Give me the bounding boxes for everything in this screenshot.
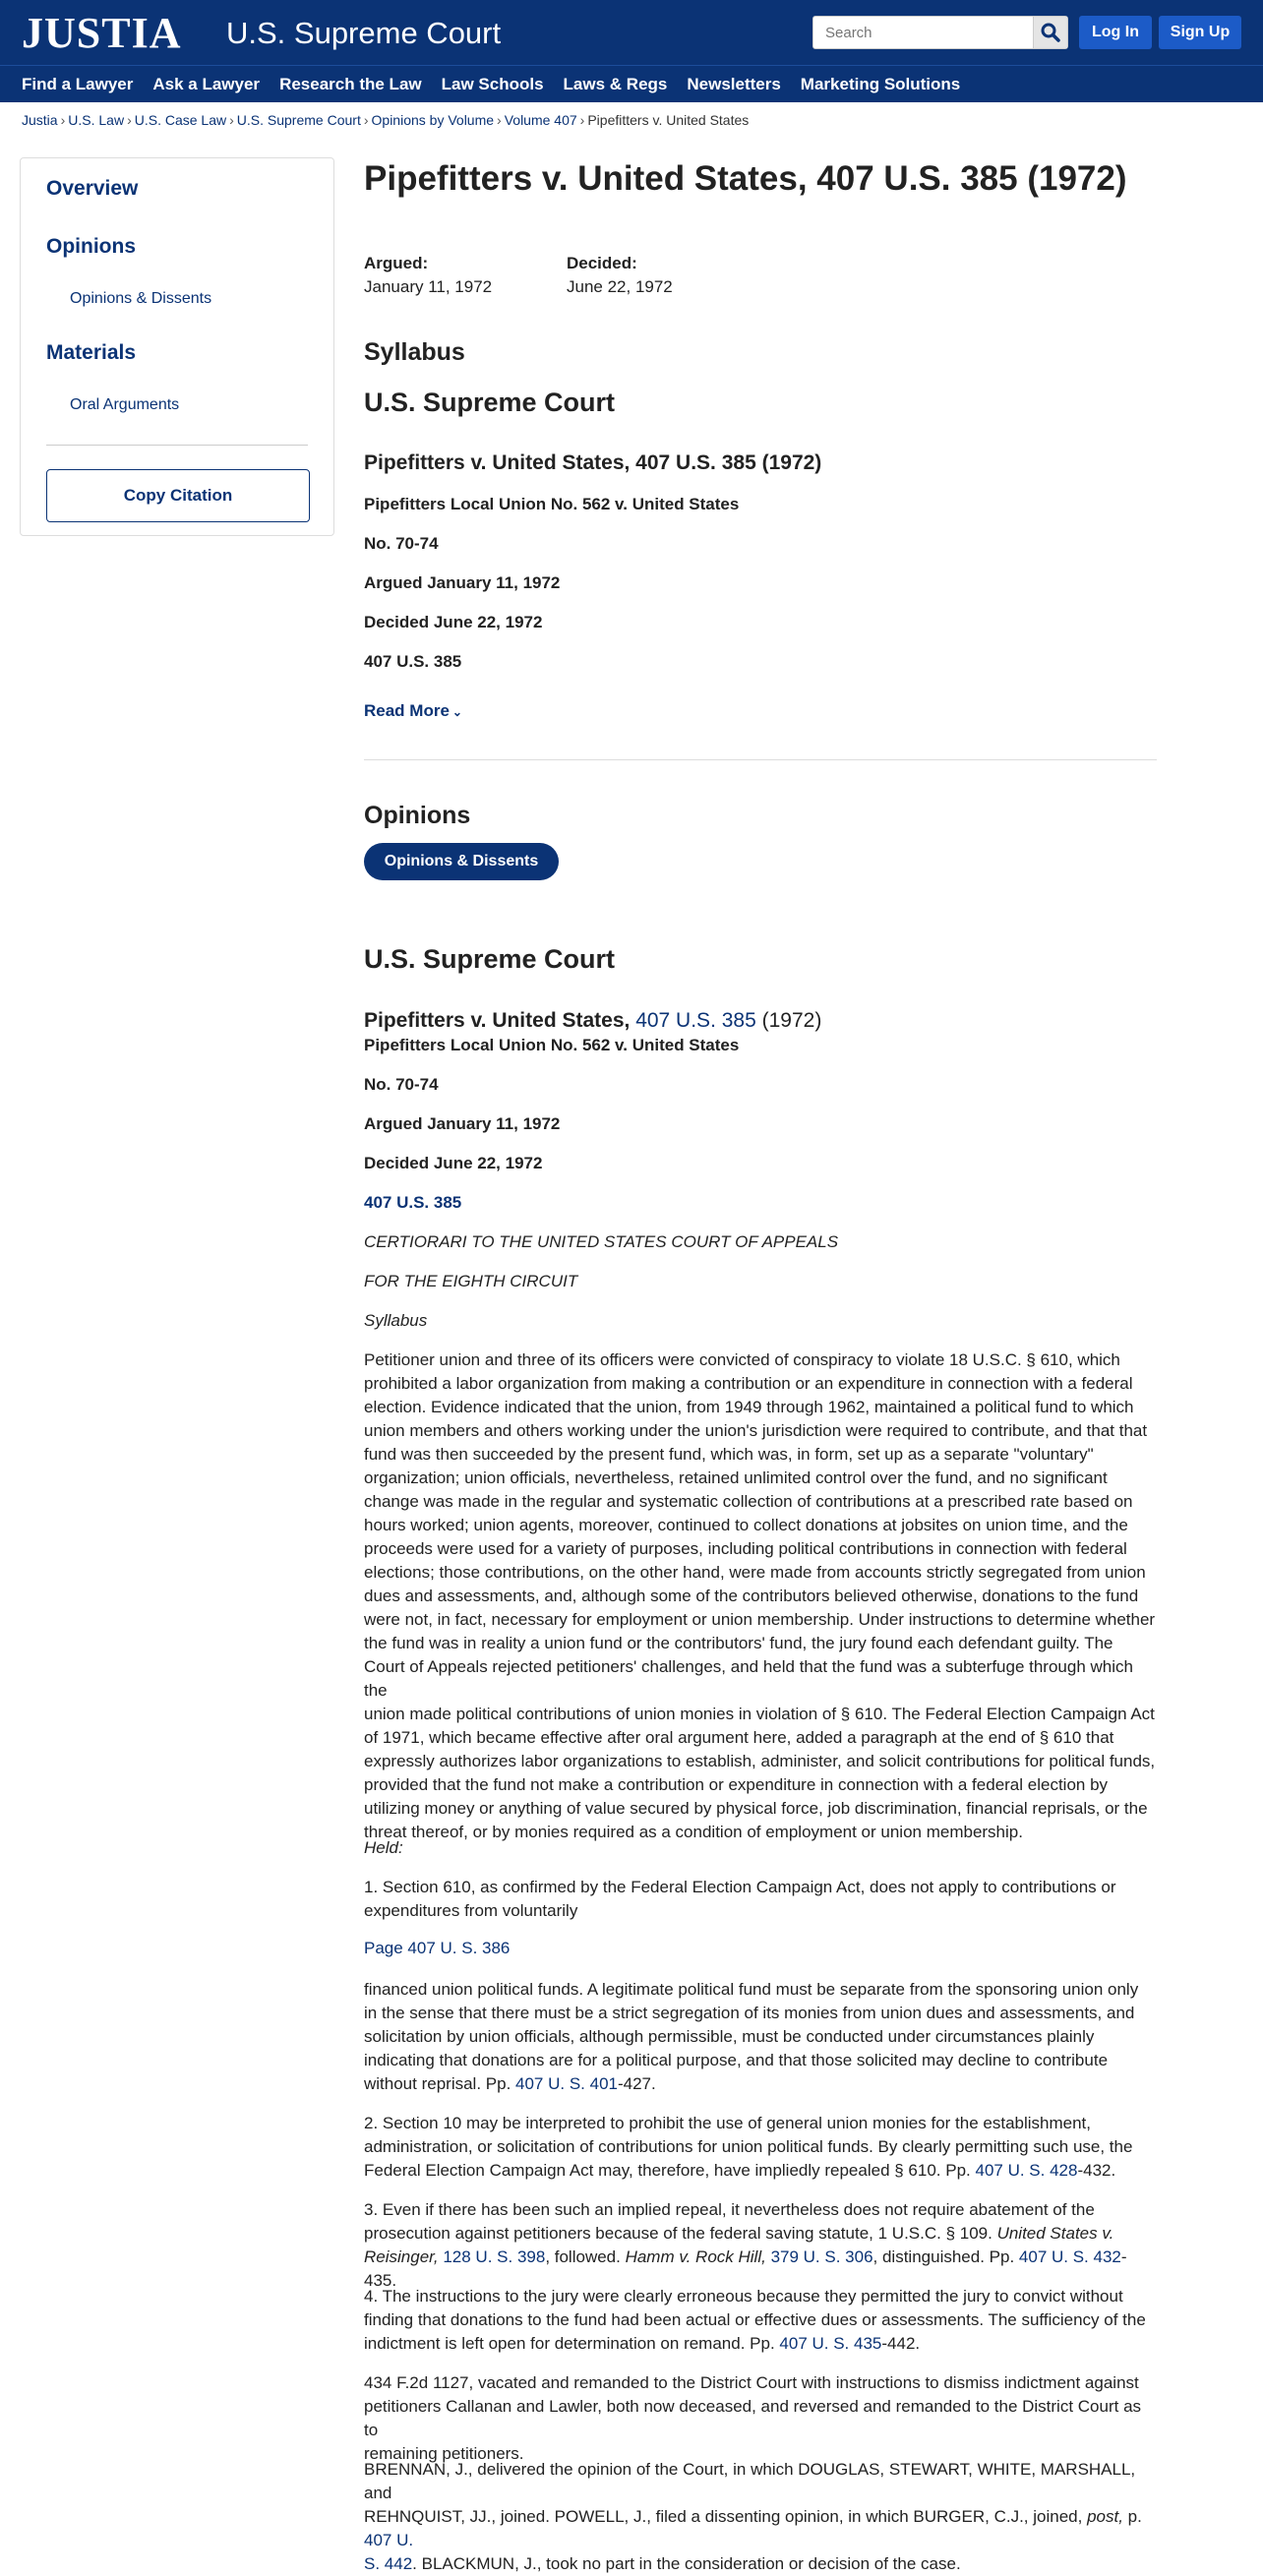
held-line: [364, 2222, 1157, 2246]
held-1-paragraph: [364, 1876, 1157, 1923]
held-label: Held:: [364, 1838, 403, 1857]
opinions-heading: Opinions: [364, 802, 471, 829]
cite-link-442-cont[interactable]: S. 442: [364, 2554, 413, 2573]
text-fragment: , distinguished. Pp.: [872, 2247, 1019, 2266]
held-line: 2. Section 10 may be interpreted to prohibit the use of general union monies for the establishment,: [364, 2114, 1092, 2132]
argued-label: Argued:: [364, 254, 429, 272]
held-line: finding that donations to the fund had been actual or effective dues or assessments. The sufficiency of the: [364, 2310, 1146, 2329]
summary-line: hours worked; union agents, moreover, continued to collect donations at jobsites on union time, and the: [364, 1516, 1128, 1534]
held-line: expenditures from voluntarily: [364, 1901, 578, 1920]
text-fragment: prosecution against petitioners because of the federal saving statute, 1 U.S.C. § 109.: [364, 2224, 997, 2243]
case-title-prefix: Pipefitters v. United States,: [364, 1009, 636, 1032]
page-title: Pipefitters v. United States, 407 U.S. 385 (1972): [364, 159, 1127, 198]
breadcrumb-justia[interactable]: Justia: [22, 112, 58, 128]
held-line: in the sense that there must be a strict segregation of its monies from union dues and assessments, and: [364, 2004, 1135, 2022]
cite-link-128[interactable]: 128 U. S. 398: [443, 2247, 546, 2266]
held-line: [364, 2332, 1157, 2356]
summary-line: of 1971, which became effective after oral argument here, added a paragraph at the end of § 610 that: [364, 1728, 1114, 1747]
breadcrumb-opinions-by-volume[interactable]: Opinions by Volume: [371, 112, 495, 128]
held-line: [364, 2159, 1157, 2183]
disposition-paragraph: [364, 2371, 1157, 2466]
opinion-argued: Argued January 11, 1972: [364, 1114, 561, 1133]
page-386-link[interactable]: Page 407 U. S. 386: [364, 1939, 511, 1957]
summary-line: threat thereof, or by monies required as a condition of employment or union membership.: [364, 1823, 1023, 1841]
search-icon: [1041, 23, 1060, 42]
summary-line: were not, in fact, necessary for employment or union membership. Under instructions to determine whether: [364, 1610, 1156, 1629]
breadcrumb-us-law[interactable]: U.S. Law: [68, 112, 125, 128]
summary-line: fund was then succeeded by the present fund, which was, in form, set up as a separate "voluntary": [364, 1445, 1094, 1464]
cite-link-442[interactable]: 407 U.: [364, 2531, 414, 2549]
cite-link-379[interactable]: 379 U. S. 306: [770, 2247, 873, 2266]
login-button[interactable]: Log In: [1079, 16, 1152, 49]
cite-link-401[interactable]: 407 U. S. 401: [515, 2074, 618, 2093]
authors-line: [364, 2505, 1157, 2552]
disposition-line: petitioners Callanan and Lawler, both now deceased, and reversed and remanded to the District Court as to: [364, 2397, 1142, 2439]
opinions-dissents-pill[interactable]: Opinions & Dissents: [364, 843, 559, 880]
sidebar-item-opinions[interactable]: Opinions: [46, 235, 136, 258]
text-fragment: -432.: [1077, 2161, 1116, 2180]
authors-line: BRENNAN, J., delivered the opinion of the Court, in which DOUGLAS, STEWART, WHITE, MARSHALL, and: [364, 2460, 1136, 2502]
held-line: indicating that donations are for a political purpose, and that those solicited may decline to contribute: [364, 2051, 1109, 2069]
held-4-paragraph: [364, 2285, 1157, 2356]
decided-date: June 22, 1972: [567, 277, 673, 296]
held-1b-paragraph: [364, 1978, 1157, 2096]
opinion-case-title: [364, 1009, 821, 1033]
opinion-court: U.S. Supreme Court: [364, 944, 616, 974]
sidebar-divider: [46, 445, 308, 446]
syllabus-label: Syllabus: [364, 1311, 428, 1330]
circuit-line: FOR THE EIGHTH CIRCUIT: [364, 1272, 578, 1290]
section-divider: [364, 759, 1157, 760]
summary-line: the fund was in reality a union fund or the contributors' fund, the jury found each defendant guilty. The: [364, 1634, 1113, 1652]
opinion-citation-link[interactable]: 407 U.S. 385: [364, 1193, 462, 1212]
text-fragment: Federal Election Campaign Act may, therefore, have impliedly repealed § 610. Pp.: [364, 2161, 976, 2180]
cite-link-428[interactable]: 407 U. S. 428: [975, 2161, 1078, 2180]
case-name: Hamm v. Rock Hill,: [625, 2247, 766, 2266]
read-more-link[interactable]: [364, 701, 462, 721]
summary-line: organization; union officials, nevertheless, retained unlimited control over the fund, and no significant: [364, 1468, 1108, 1487]
nav-laws-regs[interactable]: Laws & Regs: [563, 74, 668, 93]
held-3-paragraph: [364, 2198, 1157, 2293]
case-cite-link[interactable]: 407 U.S. 385: [635, 1009, 756, 1032]
authors-paragraph: [364, 2458, 1157, 2576]
summary-line: election. Evidence indicated that the union, from 1949 through 1962, maintained a political fund to which: [364, 1398, 1134, 1416]
summary-line: union members and others working under the union's jurisdiction were required to contribute, and that that: [364, 1421, 1148, 1440]
copy-citation-button[interactable]: Copy Citation: [46, 469, 310, 522]
summary-line: union made political contributions of union monies in violation of § 610. The Federal Election Campaign Act: [364, 1705, 1155, 1723]
held-line: [364, 2072, 1157, 2096]
case-name: United States v.: [996, 2224, 1114, 2243]
read-more-label: Read More: [364, 701, 450, 720]
syllabus-docket: No. 70-74: [364, 534, 439, 553]
summary-line: provided that the fund not make a contribution or expenditure in connection with a federal election by: [364, 1775, 1109, 1794]
logo-subtitle[interactable]: U.S. Supreme Court: [226, 16, 502, 50]
text-fragment: p.: [1122, 2507, 1142, 2526]
top-header: [0, 0, 1263, 65]
disposition-line: 434 F.2d 1127, vacated and remanded to the District Court with instructions to dismiss indictment against: [364, 2373, 1139, 2392]
main-nav: [0, 65, 1263, 102]
text-fragment: without reprisal. Pp.: [364, 2074, 516, 2093]
text-fragment: , followed.: [545, 2247, 626, 2266]
nav-marketing-solutions[interactable]: Marketing Solutions: [800, 74, 961, 93]
summary-line: elections; those contributions, on the other hand, were made from accounts strictly segregated from union: [364, 1563, 1146, 1582]
summary-line: Petitioner union and three of its officers were convicted of conspiracy to violate 18 U.S.C. § 610, which: [364, 1350, 1120, 1369]
text-fragment: post,: [1087, 2507, 1123, 2526]
syllabus-parties: Pipefitters Local Union No. 562 v. United States: [364, 495, 740, 513]
sidebar-item-opinions-dissents[interactable]: Opinions & Dissents: [70, 290, 212, 307]
certiorari-line: CERTIORARI TO THE UNITED STATES COURT OF APPEALS: [364, 1232, 839, 1251]
summary-line: prohibited a labor organization from making a contribution or an expenditure in connection with a federal: [364, 1374, 1133, 1393]
summary-line: proceeds were used for a variety of purposes, including political contributions in connection with federal: [364, 1539, 1127, 1558]
text-fragment: -435.: [364, 2247, 1127, 2290]
search-input[interactable]: [813, 17, 1033, 48]
case-name: Reisinger,: [364, 2247, 439, 2266]
text-fragment: -427.: [617, 2074, 656, 2093]
nav-law-schools[interactable]: Law Schools: [441, 74, 544, 93]
chevron-down-icon: ⌄: [451, 705, 462, 719]
summary-line: expressly authorizes labor organizations to establish, administer, and solicit contributions for political funds,: [364, 1752, 1156, 1770]
opinion-parties: Pipefitters Local Union No. 562 v. United States: [364, 1036, 740, 1054]
held-line: 4. The instructions to the jury were clearly erroneous because they permitted the jury to convict without: [364, 2287, 1123, 2306]
held-line: financed union political funds. A legitimate political fund must be separate from the sponsoring union only: [364, 1980, 1139, 1999]
decided-label: Decided:: [567, 254, 637, 272]
cite-link-432[interactable]: 407 U. S. 432: [1018, 2247, 1121, 2266]
syllabus-court: U.S. Supreme Court: [364, 388, 616, 417]
text-fragment: -442.: [881, 2334, 921, 2353]
text-fragment: indictment is left open for determination on remand. Pp.: [364, 2334, 780, 2353]
nav-ask-a-lawyer[interactable]: Ask a Lawyer: [152, 74, 261, 93]
cite-link-435[interactable]: 407 U. S. 435: [779, 2334, 882, 2353]
sidebar-item-oral-arguments[interactable]: Oral Arguments: [70, 396, 180, 413]
held-line: 1. Section 610, as confirmed by the Federal Election Campaign Act, does not apply to contributions or: [364, 1878, 1116, 1896]
breadcrumb: Justia › U.S. Law › U.S. Case Law › U.S. Supreme Court › Opinions by Volume › Volume 407 › Pipefitters v. United States: [22, 112, 750, 128]
sidebar-item-overview[interactable]: Overview: [46, 177, 139, 200]
summary-line: dues and assessments, and, although some of the contributors believed otherwise, donations to the fund: [364, 1587, 1139, 1605]
breadcrumb-us-case-law[interactable]: U.S. Case Law: [134, 112, 227, 128]
summary-line: utilizing money or anything of value secured by physical force, job discrimination, financial reprisals, or the: [364, 1799, 1148, 1818]
summary-paragraph: [364, 1348, 1157, 1844]
text-fragment: . BLACKMUN, J., took no part in the consideration or decision of the case.: [412, 2554, 961, 2573]
syllabus-decided: Decided June 22, 1972: [364, 613, 543, 631]
search-button[interactable]: [1033, 17, 1067, 48]
held-line: administration, or solicitation of contributions for union political funds. By clearly permitting such use, the: [364, 2137, 1133, 2156]
breadcrumb-us-supreme-court[interactable]: U.S. Supreme Court: [236, 112, 361, 128]
held-line: solicitation by union officials, although permissible, must be conducted under circumstances plainly: [364, 2027, 1095, 2046]
search-box: [812, 16, 1068, 49]
sidebar: [20, 157, 334, 536]
authors-line: [364, 2552, 1157, 2576]
argued-date: January 11, 1972: [364, 277, 493, 296]
disposition-line: remaining petitioners.: [364, 2444, 524, 2463]
justia-logo[interactable]: JUSTIA: [22, 9, 182, 57]
summary-line: Court of Appeals rejected petitioners' challenges, and held that the fund was a subterfuge through which the: [364, 1657, 1133, 1700]
nav-find-a-lawyer[interactable]: Find a Lawyer: [22, 74, 134, 93]
syllabus-citation: 407 U.S. 385: [364, 652, 462, 671]
nav-newsletters[interactable]: Newsletters: [687, 74, 781, 93]
held-2-paragraph: [364, 2112, 1157, 2183]
case-title-suffix: (1972): [755, 1009, 822, 1032]
breadcrumb-current: Pipefitters v. United States: [587, 112, 750, 128]
text-fragment: REHNQUIST, JJ., joined. POWELL, J., filed a dissenting opinion, in which BURGER, C.J., joined,: [364, 2507, 1088, 2526]
syllabus-argued: Argued January 11, 1972: [364, 573, 561, 592]
opinion-docket: No. 70-74: [364, 1075, 439, 1094]
breadcrumb-volume-407[interactable]: Volume 407: [504, 112, 577, 128]
summary-line: change was made in the regular and systematic collection of contributions at a prescribed rate based on: [364, 1492, 1133, 1511]
syllabus-case-title: Pipefitters v. United States, 407 U.S. 385 (1972): [364, 451, 822, 474]
held-line: 3. Even if there has been such an implied repeal, it nevertheless does not require abatement of the: [364, 2200, 1095, 2219]
nav-research-the-law[interactable]: Research the Law: [279, 74, 422, 93]
sidebar-item-materials[interactable]: Materials: [46, 341, 137, 364]
syllabus-heading: Syllabus: [364, 338, 465, 366]
signup-button[interactable]: Sign Up: [1159, 16, 1241, 49]
opinion-decided: Decided June 22, 1972: [364, 1154, 543, 1172]
